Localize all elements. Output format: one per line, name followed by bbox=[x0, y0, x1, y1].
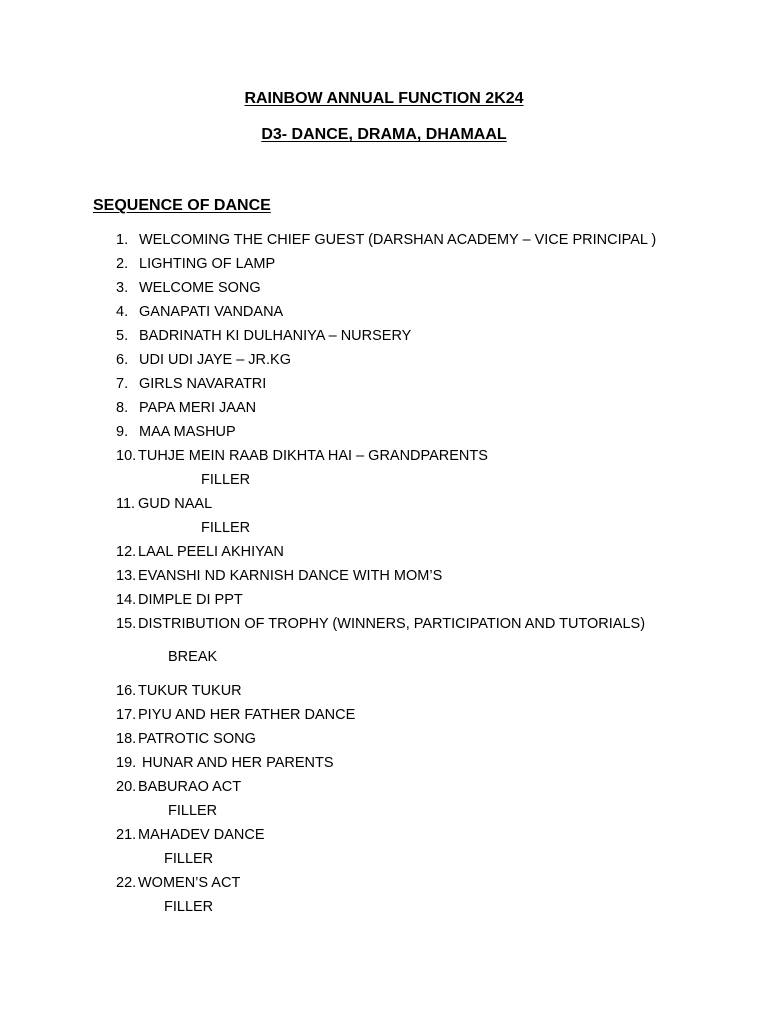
list-item bbox=[116, 615, 645, 633]
item-text: LIGHTING OF LAMP bbox=[139, 256, 276, 272]
list-item bbox=[116, 706, 355, 724]
list-item bbox=[116, 447, 488, 465]
item-text: GUD NAAL bbox=[138, 496, 213, 512]
document-subtitle: D3- DANCE, DRAMA, DHAMAAL bbox=[261, 126, 507, 143]
list-item bbox=[116, 255, 275, 273]
item-text: PAPA MERI JAAN bbox=[139, 400, 257, 416]
item-text: PATROTIC SONG bbox=[138, 731, 256, 747]
item-number: 17. bbox=[116, 707, 137, 723]
list-item bbox=[116, 327, 411, 345]
break-line bbox=[168, 648, 217, 666]
item-text: UDI UDI JAYE – JR.KG bbox=[139, 352, 292, 368]
item-text: BABURAO ACT bbox=[138, 779, 242, 795]
filler-text: FILLER bbox=[164, 851, 214, 867]
filler-line bbox=[164, 850, 213, 868]
item-text: MAA MASHUP bbox=[139, 424, 236, 440]
item-text: MAHADEV DANCE bbox=[138, 827, 265, 843]
item-number: 21. bbox=[116, 827, 137, 843]
document-title: RAINBOW ANNUAL FUNCTION 2K24 bbox=[244, 90, 524, 107]
item-text: PIYU AND HER FATHER DANCE bbox=[138, 707, 356, 723]
filler-line bbox=[164, 898, 213, 916]
list-item bbox=[116, 375, 266, 393]
item-number: 11. bbox=[116, 496, 136, 512]
item-text: TUKUR TUKUR bbox=[138, 683, 242, 699]
item-text: HUNAR AND HER PARENTS bbox=[138, 755, 334, 771]
item-text: TUHJE MEIN RAAB DIKHTA HAI – GRANDPARENTS bbox=[138, 448, 488, 464]
break-text: BREAK bbox=[168, 649, 218, 665]
item-number: 4. bbox=[116, 304, 129, 320]
item-text: WELCOMING THE CHIEF GUEST (DARSHAN ACADEMY – VICE PRINCIPAL ) bbox=[139, 232, 657, 248]
item-text: GANAPATI VANDANA bbox=[139, 304, 284, 320]
item-number: 22. bbox=[116, 875, 137, 891]
list-item bbox=[116, 826, 265, 844]
list-item bbox=[116, 567, 442, 585]
item-number: 16. bbox=[116, 683, 137, 699]
item-number: 14. bbox=[116, 592, 137, 608]
filler-text: FILLER bbox=[168, 803, 218, 819]
item-number: 6. bbox=[116, 352, 129, 368]
item-text: GIRLS NAVARATRI bbox=[139, 376, 267, 392]
filler-line bbox=[168, 802, 217, 820]
list-item bbox=[116, 754, 334, 772]
item-number: 2. bbox=[116, 256, 129, 272]
item-text: LAAL PEELI AKHIYAN bbox=[138, 544, 284, 560]
item-number: 12. bbox=[116, 544, 137, 560]
list-item bbox=[116, 231, 656, 249]
item-number: 7. bbox=[116, 376, 129, 392]
item-text: WOMEN’S ACT bbox=[138, 875, 241, 891]
item-number: 19. bbox=[116, 755, 137, 771]
list-item bbox=[116, 351, 291, 369]
item-number: 3. bbox=[116, 280, 129, 296]
list-item bbox=[116, 874, 240, 892]
filler-text: FILLER bbox=[201, 520, 251, 536]
filler-line bbox=[201, 519, 250, 537]
list-item bbox=[116, 423, 236, 441]
item-text: EVANSHI ND KARNISH DANCE WITH MOM’S bbox=[138, 568, 443, 584]
item-number: 10. bbox=[116, 448, 137, 464]
item-number: 13. bbox=[116, 568, 137, 584]
list-item bbox=[116, 730, 256, 748]
filler-text: FILLER bbox=[201, 472, 251, 488]
item-number: 20. bbox=[116, 779, 137, 795]
item-number: 1. bbox=[116, 232, 129, 248]
list-item bbox=[116, 591, 243, 609]
list-item bbox=[116, 543, 284, 561]
item-text: DIMPLE DI PPT bbox=[138, 592, 243, 608]
item-text: DISTRIBUTION OF TROPHY (WINNERS, PARTICIPATION AND TUTORIALS) bbox=[138, 616, 646, 632]
item-number: 18. bbox=[116, 731, 137, 747]
filler-line bbox=[201, 471, 250, 489]
item-text: WELCOME SONG bbox=[139, 280, 261, 296]
filler-text: FILLER bbox=[164, 899, 214, 915]
item-number: 8. bbox=[116, 400, 129, 416]
item-number: 15. bbox=[116, 616, 137, 632]
item-number: 5. bbox=[116, 328, 129, 344]
list-item bbox=[116, 495, 212, 513]
section-heading: SEQUENCE OF DANCE bbox=[93, 197, 271, 214]
list-item bbox=[116, 778, 241, 796]
item-text: BADRINATH KI DULHANIYA – NURSERY bbox=[139, 328, 412, 344]
item-number: 9. bbox=[116, 424, 129, 440]
list-item bbox=[116, 682, 242, 700]
list-item bbox=[116, 279, 261, 297]
list-item bbox=[116, 303, 283, 321]
list-item bbox=[116, 399, 256, 417]
